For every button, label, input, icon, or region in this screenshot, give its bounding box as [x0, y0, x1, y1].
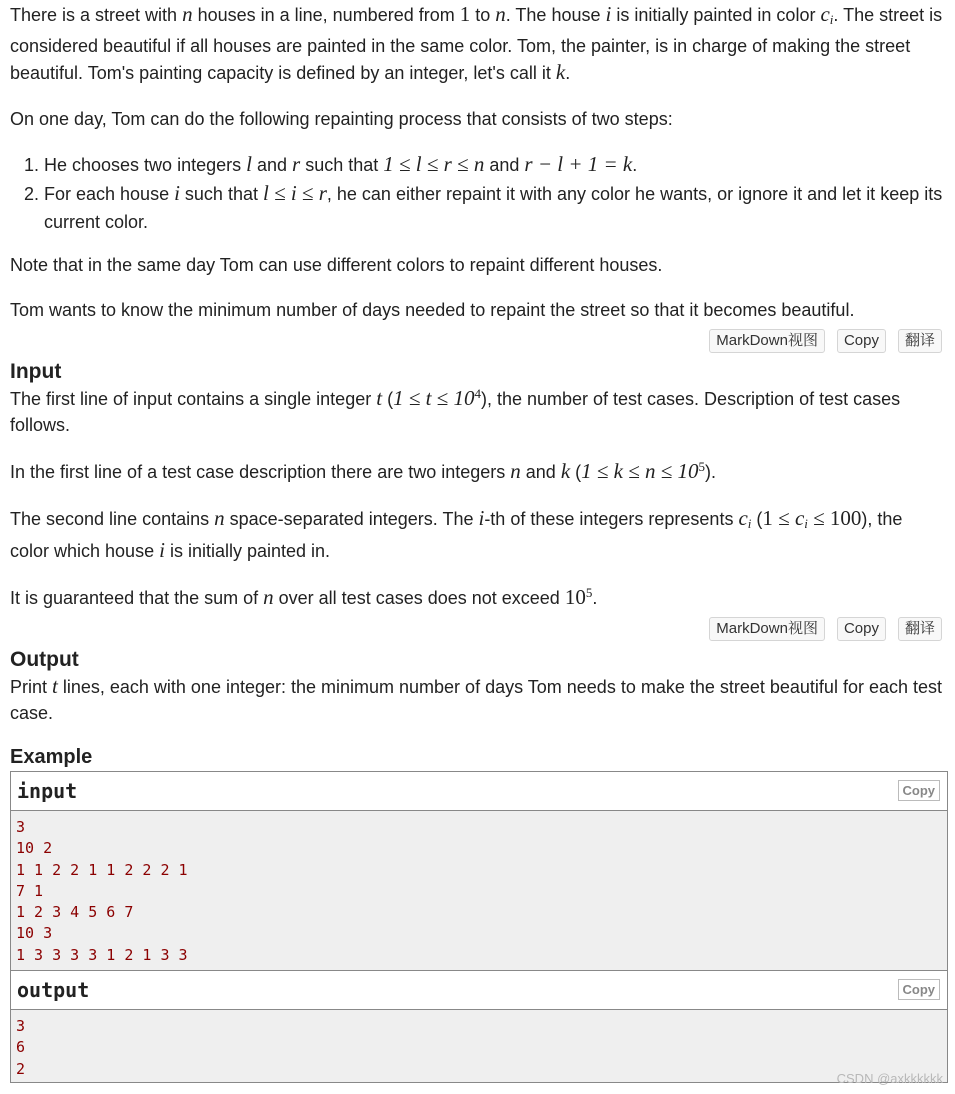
- csdn-watermark: CSDN @axkkkkkk: [836, 1071, 943, 1086]
- legend-paragraph-4: Tom wants to know the minimum number of days needed to repaint the street so that it becomes beautiful.: [10, 300, 855, 320]
- copy-output-button[interactable]: Copy: [898, 979, 941, 1000]
- step-2: 2. For each house i such that l ≤ i ≤ r, he can either repaint it with any color he wants, or ignore it and let it keep its current color.: [44, 179, 945, 236]
- input-paragraph-2: In the first line of a test case description there are two integers n and k $(1 \le k \le n \le 10^5)$.: [10, 459, 717, 483]
- input-line: 10 2: [16, 839, 53, 858]
- input-line: 3: [16, 818, 26, 836]
- input-line: 10 3: [16, 924, 53, 943]
- example-output-body[interactable]: [11, 1010, 947, 1082]
- markdown-view-button[interactable]: MarkDown视图: [709, 617, 825, 641]
- legend-paragraph-1: There is a street with n houses in a line, numbered from 1 to n. The house i is initially painted in color $c_i$. The street is considered beautiful if all houses are painted in the same color. Tom, the painter, is in charge of making the street beautiful. Tom's painting capacity is defined by an integer, let's call it k.: [10, 2, 943, 84]
- input-paragraph-1: The first line of input contains a single integer t $(1 \le t \le 10^4)$, the number of test cases. Description of test cases follows.: [10, 386, 901, 435]
- steps-list: [10, 150, 945, 236]
- input-line: 1 3 3 3 3 1 2 1 3 3: [16, 945, 188, 964]
- problem-statement: [10, 0, 945, 768]
- copy-input-button[interactable]: Copy: [898, 780, 941, 801]
- input-line: 7 1: [16, 881, 44, 900]
- translate-button[interactable]: 翻译: [898, 617, 942, 641]
- example-title: Example: [10, 746, 93, 768]
- copy-button[interactable]: Copy: [837, 617, 886, 641]
- example-input-body[interactable]: [11, 811, 947, 970]
- output-paragraph-1: Print t lines, each with one integer: the minimum number of days Tom needs to make the street beautiful for each test case.: [10, 674, 942, 723]
- input-section-title: Input: [10, 360, 62, 383]
- step-1: 1. He chooses two integers l and r such that 1 ≤ l ≤ r ≤ n and r − l + 1 = k.: [44, 150, 945, 179]
- input-toolbar: [10, 617, 942, 641]
- example-input-label: input: [17, 779, 78, 803]
- output-line: 6: [16, 1038, 26, 1057]
- output-section-title: Output: [10, 648, 79, 671]
- example-output-label: output: [17, 978, 90, 1002]
- input-line: 1 2 3 4 5 6 7: [16, 903, 134, 922]
- markdown-view-button[interactable]: MarkDown视图: [709, 329, 825, 353]
- example-output-header: [11, 970, 947, 1010]
- output-line: 3: [16, 1017, 26, 1035]
- example-block: [10, 771, 948, 1083]
- legend-paragraph-2: On one day, Tom can do the following repainting process that consists of two steps:: [10, 109, 673, 129]
- input-line: 1 1 2 2 1 1 2 2 2 1: [16, 860, 188, 879]
- input-paragraph-3: The second line contains n space-separated integers. The i-th of these integers represents $c_i$ $(1 \le c_i \le 100)$, the color which house i is initially painted in.: [10, 506, 903, 562]
- input-paragraph-4: It is guaranteed that the sum of n over all test cases does not exceed $10^5$.: [10, 585, 598, 609]
- example-input-header: [11, 772, 947, 811]
- output-line: 2: [16, 1059, 26, 1078]
- copy-button[interactable]: Copy: [837, 329, 886, 353]
- legend-paragraph-3: Note that in the same day Tom can use different colors to repaint different houses.: [10, 255, 663, 275]
- legend-toolbar: [10, 329, 942, 353]
- translate-button[interactable]: 翻译: [898, 329, 942, 353]
